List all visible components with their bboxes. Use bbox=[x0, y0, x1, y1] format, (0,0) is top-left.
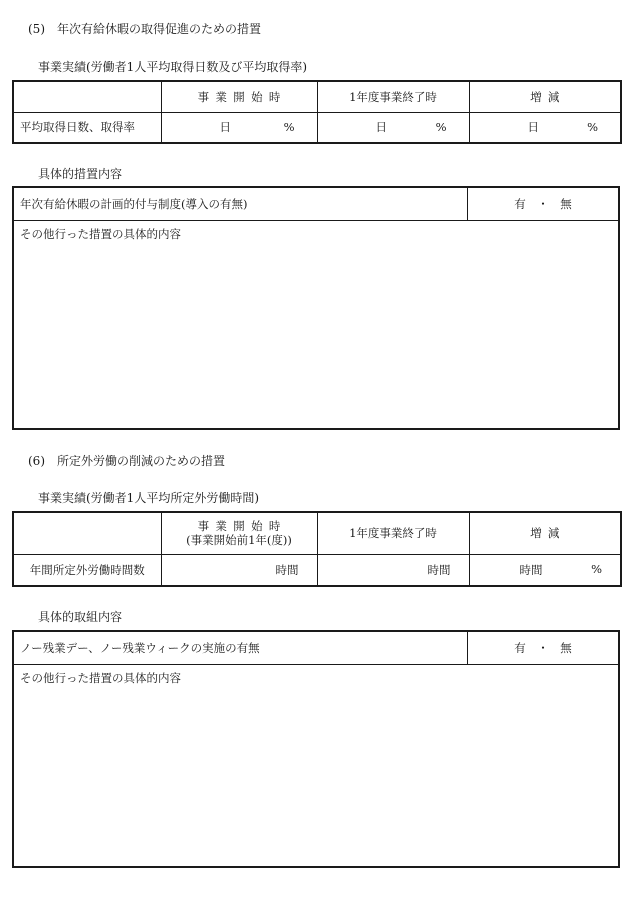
header-end: 1年度事業終了時 bbox=[317, 81, 469, 112]
table-header-row bbox=[13, 512, 621, 554]
header-change: 増減 bbox=[469, 512, 621, 554]
end-value-cell[interactable]: 日 % bbox=[317, 112, 469, 143]
measures-question: ノー残業デー、ノー残業ウィークの実施の有無 bbox=[20, 641, 260, 655]
header-end: 1年度事業終了時 bbox=[317, 512, 469, 554]
table-row bbox=[13, 554, 621, 586]
header-empty-cell bbox=[13, 512, 161, 554]
start-value-cell[interactable]: 時間 bbox=[161, 554, 317, 586]
change-value-cell[interactable]: 日 % bbox=[469, 112, 621, 143]
change-value-cell[interactable]: 時間 % bbox=[469, 554, 621, 586]
row-label: 平均取得日数、取得率 bbox=[13, 112, 161, 143]
row-label: 年間所定外労働時間数 bbox=[13, 554, 161, 586]
other-measures-label: その他行った措置の具体的内容 bbox=[20, 227, 181, 241]
other-measures-label: その他行った措置の具体的内容 bbox=[20, 671, 181, 685]
yes-no-choice[interactable]: 有 ・ 無 bbox=[514, 641, 572, 655]
table-row bbox=[13, 112, 621, 143]
measures-question-row bbox=[14, 188, 618, 221]
section5-title: (5) 年次有給休暇の取得促進のための措置 bbox=[28, 22, 261, 36]
header-change: 増減 bbox=[469, 81, 621, 112]
section5-measures-heading: 具体的措置内容 bbox=[38, 167, 123, 181]
header-empty-cell bbox=[13, 81, 161, 112]
section6-title: (6) 所定外労働の削減のための措置 bbox=[28, 454, 225, 468]
section6-measures-heading: 具体的取組内容 bbox=[38, 610, 123, 624]
section6-measures-box bbox=[12, 630, 620, 868]
section5-measures-box bbox=[12, 186, 620, 430]
section5-results-heading: 事業実績(労働者1人平均取得日数及び平均取得率) bbox=[38, 60, 307, 74]
measures-question-row bbox=[14, 632, 618, 665]
section6-results-heading: 事業実績(労働者1人平均所定外労働時間) bbox=[38, 491, 259, 505]
yes-no-choice[interactable]: 有 ・ 無 bbox=[514, 197, 572, 211]
section5-results-table bbox=[12, 80, 622, 144]
end-value-cell[interactable]: 時間 bbox=[317, 554, 469, 586]
section6-results-table bbox=[12, 511, 622, 587]
measures-question: 年次有給休暇の計画的付与制度(導入の有無) bbox=[20, 197, 248, 211]
table-header-row bbox=[13, 81, 621, 112]
header-start: 事業開始時 bbox=[161, 81, 317, 112]
header-start: 事業開始時 (事業開始前1年(度)) bbox=[161, 512, 317, 554]
start-value-cell[interactable]: 日 % bbox=[161, 112, 317, 143]
